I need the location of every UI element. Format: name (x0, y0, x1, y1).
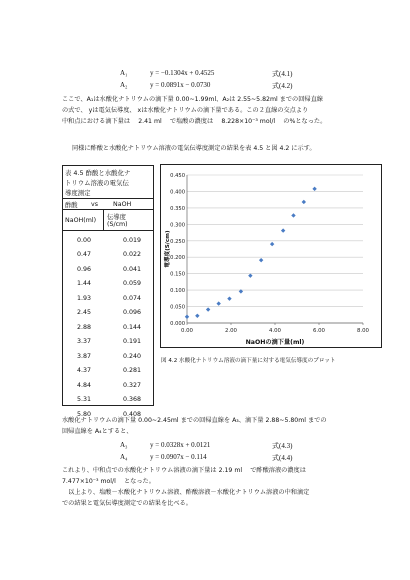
data-point (270, 242, 274, 246)
table-row (63, 393, 153, 408)
table-header-row (63, 210, 153, 230)
table-cell-conductivity: 0.281 (122, 367, 141, 375)
table-caption-line: トリウム溶液の電気伝 (65, 179, 129, 187)
table-cell-volume: 1.44 (76, 280, 91, 288)
table-col2-header (103, 210, 128, 230)
data-point (206, 307, 210, 311)
y-tick-label: 0.250 (170, 238, 185, 245)
table-cell-conductivity: 0.240 (122, 352, 141, 360)
data-point (281, 228, 285, 232)
table-subheader-left: 酢酸 (65, 201, 78, 209)
chart-svg (161, 165, 381, 347)
y-tick-label: 0.400 (170, 189, 185, 196)
table-row (63, 378, 153, 393)
data-point (312, 187, 316, 191)
table-cell-conductivity: 0.144 (122, 323, 141, 331)
paragraph-intro-results: 同様に酢酸と水酸化ナトリウム溶液の電気伝導度測定の結果を表 4.5 と図 4.2 に示す。 (72, 145, 316, 152)
paragraph-line: これより、中和点での水酸化ナトリウム溶液の滴下量は 2.19 ml で酢酸溶液の濃度は (62, 467, 306, 474)
equation-a3-label: A₃ (120, 441, 128, 449)
table-cell-conductivity: 0.019 (122, 236, 141, 244)
x-tick-label: 2.00 (224, 328, 238, 334)
table-subheader-right: NaOH (113, 200, 132, 208)
x-axis-label: NaOHの滴下量(ml) (245, 339, 305, 346)
table-row (63, 277, 153, 292)
conductivity-table (62, 165, 154, 418)
table-cell-volume: 3.37 (76, 338, 91, 346)
table-row (63, 262, 153, 277)
data-point (291, 213, 295, 217)
y-tick-label: 0.350 (170, 205, 185, 212)
paragraph-line: での結果と電気伝導度測定での結果を比べる。 (62, 500, 192, 507)
equation-a1-label: A₁ (120, 69, 128, 77)
paragraph-line: 以上より、塩酸－水酸化ナトリウム溶液、酢酸溶液－水酸化ナトリウム溶液の中和滴定 (62, 489, 310, 496)
table-cell-volume: 2.45 (76, 309, 91, 317)
table-cell-conductivity: 0.074 (122, 294, 141, 302)
x-tick-label: 8.00 (356, 328, 370, 334)
table-cell-volume: 4.37 (76, 367, 91, 375)
equation-a4: y = 0.0907x − 0.114 (150, 453, 207, 461)
table-col1-header: NaOH(ml) (65, 216, 97, 224)
data-point (302, 200, 306, 204)
paragraph-regression (62, 415, 327, 437)
table-row (63, 335, 153, 350)
paragraph-conclusion (62, 465, 309, 509)
table-cell-volume: 4.84 (76, 381, 91, 389)
equation-a2-label: A₂ (120, 81, 128, 89)
table-cell-conductivity: 0.041 (122, 265, 141, 273)
y-tick-label: 0.300 (170, 222, 185, 229)
table-subheader (63, 199, 153, 209)
table-cell-conductivity: 0.059 (122, 280, 141, 288)
equation-a2: y = 0.0891x − 0.0730 (150, 81, 211, 89)
paragraph-line: ここで、A₁は水酸化ナトリウムの滴下量 0.00~1.99ml、A₂は 2.55~5.82ml までの回帰直線 (62, 96, 323, 103)
y-tick-label: 0.450 (170, 173, 185, 179)
table-cell-conductivity: 0.022 (122, 251, 141, 259)
table-caption-line: 表 4.5 酢酸と水酸化ナ (65, 169, 131, 177)
table-cell-volume: 3.87 (76, 352, 91, 360)
data-point (216, 301, 220, 305)
data-point (259, 258, 263, 262)
equation-a4-ref: 式(4.4) (272, 454, 293, 462)
table-cell-volume: 0.47 (76, 251, 91, 259)
y-axis-label: 電導度(S/cm) (165, 230, 171, 268)
table-row (63, 248, 153, 263)
table-caption (63, 166, 153, 198)
equation-a3-ref: 式(4.3) (272, 442, 293, 450)
y-tick-label: 0.150 (170, 271, 185, 278)
table-body (63, 231, 153, 422)
table-row (63, 233, 153, 248)
table-col2-header-line: (S/cm) (107, 221, 128, 228)
paragraph-line: 回帰直線を A₄とすると、 (62, 428, 133, 435)
x-tick-label: 0.00 (180, 328, 194, 334)
x-tick-label: 4.00 (268, 328, 282, 334)
y-tick-label: 0.050 (170, 304, 185, 311)
table-row (63, 364, 153, 379)
table-cell-volume: 5.31 (76, 396, 91, 404)
paragraph-line: 中和点における滴下量は 2.41 ml で塩酸の濃度は 8.228×10⁻³ mol/l の%となった。 (62, 118, 327, 125)
table-cell-conductivity: 0.096 (122, 309, 141, 317)
y-tick-label: 0.200 (170, 255, 185, 262)
table-caption-line: 導度測定 (65, 189, 91, 197)
table-cell-conductivity: 0.327 (122, 381, 141, 389)
table-cell-volume: 0.96 (76, 265, 91, 273)
paragraph-line: 水酸化ナトリウムの滴下量 0.00~2.45ml までの回帰直線を A₃、滴下量 2.88~5.80ml までの (62, 417, 327, 424)
data-point (185, 315, 189, 319)
paragraph-line: 7.477×10⁻³ mol/l となった。 (62, 478, 155, 485)
table-row (63, 349, 153, 364)
table-cell-volume: 2.88 (76, 323, 91, 331)
paragraph-intersection (62, 94, 326, 127)
equation-a1-ref: 式(4.1) (272, 70, 293, 78)
table-cell-conductivity: 0.191 (122, 338, 141, 346)
table-row (63, 320, 153, 335)
equation-a3: y = 0.0328x + 0.0121 (150, 441, 211, 449)
table-col2-header-line: 伝導度 (107, 214, 126, 221)
table-cell-conductivity: 0.368 (122, 396, 141, 404)
table-cell-volume: 5.80 (76, 410, 91, 418)
equation-a1: y = −0.1304x + 0.4525 (150, 69, 215, 77)
y-tick-label: 0.000 (170, 321, 185, 327)
data-point (227, 296, 231, 300)
paragraph-line: の式で、 yは電気伝導度、 xは水酸化ナトリウムの滴下量である。この２直線の交点より (62, 107, 309, 114)
table-subheader-mid: vs (91, 200, 99, 208)
data-point (195, 314, 199, 318)
figure-caption: 図 4.2 水酸化ナトリウム溶液の滴下量に対する電気伝導度のプロット (161, 358, 336, 364)
data-point (248, 273, 252, 277)
table-cell-conductivity: 0.408 (122, 410, 141, 418)
equation-a4-label: A₄ (120, 453, 128, 461)
table-row (63, 306, 153, 321)
x-tick-label: 6.00 (312, 328, 326, 334)
table-cell-volume: 1.93 (76, 294, 91, 302)
table-row (63, 291, 153, 306)
y-tick-label: 0.100 (170, 288, 185, 295)
conductivity-chart (160, 164, 382, 348)
table-cell-volume: 0.00 (76, 236, 91, 244)
equation-a2-ref: 式(4.2) (272, 82, 293, 90)
